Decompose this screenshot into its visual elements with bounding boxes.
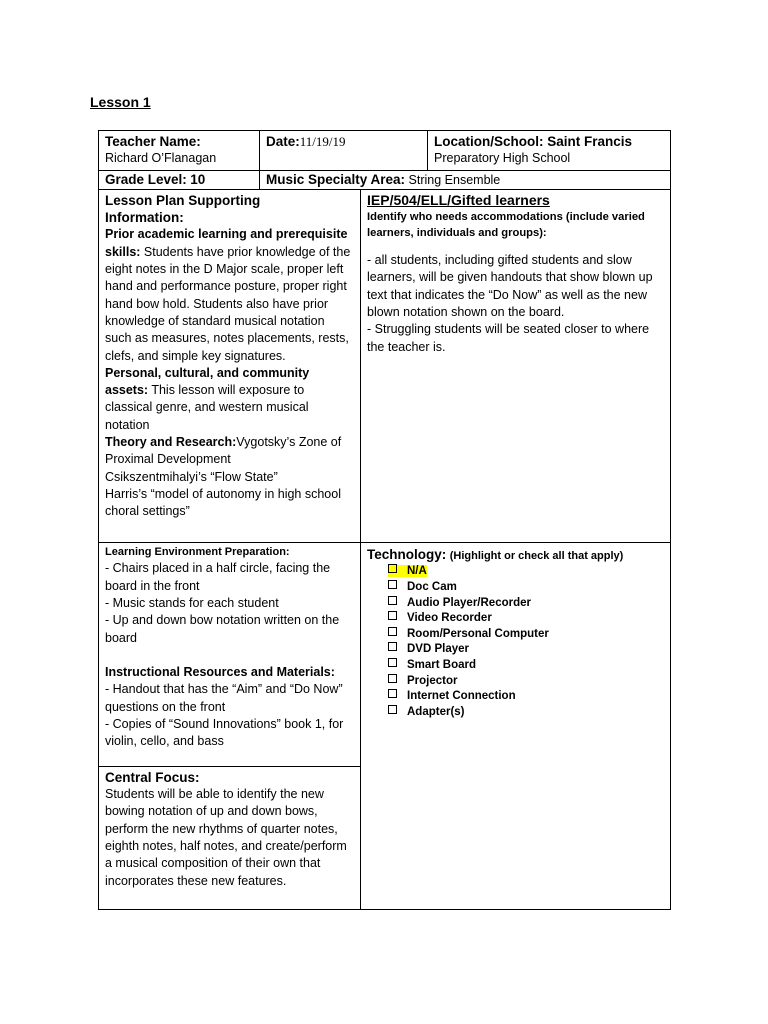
tech-item-audio-player[interactable]: Audio Player/Recorder [388,596,664,612]
personal-assets [105,365,354,434]
teacher-label: Teacher Name: [105,134,201,149]
grade-cell [99,170,260,189]
checkbox-icon[interactable] [388,705,397,714]
teacher-value: Richard O’Flanagan [105,151,217,166]
tech-item-internet[interactable]: Internet Connection [388,689,664,705]
prior-learning [105,226,354,364]
checkbox-icon[interactable] [388,564,397,573]
checkbox-icon[interactable] [388,642,397,651]
location-label: Location/School: Saint Francis [434,134,633,149]
theory-text-1: Vygotsky’s Zone of Proximal Development [105,435,342,467]
iep-subtitle: Identify who needs accommodations (include varied learners, individuals and groups): [367,211,645,240]
iep-title: IEP/504/ELL/Gifted learners [367,191,550,208]
lesson-plan-table [98,130,671,910]
tech-item-na[interactable]: N/A [388,564,664,580]
environment-item-2: - Music stands for each student [105,596,279,611]
resources-title: Instructional Resources and Materials: [105,664,335,679]
iep-item-1: - all students, including gifted students and slow learners, will be given handouts that show blown up text that indicates the “Do Now” as well as the new blown notation shown on the board. [367,253,653,320]
technology-title: Technology: [367,546,447,562]
theory-label: Theory and Research: [105,435,237,450]
checkbox-icon[interactable] [388,611,397,620]
environment-item-1: - Chairs placed in a half circle, facing the board in the front [105,561,331,593]
resources-item-2: - Copies of “Sound Innovations” book 1, for violin, cello, and bass [105,716,344,749]
central-focus-cell [99,766,361,909]
checkbox-icon[interactable] [388,627,397,636]
personal-assets-label: Personal, cultural, and community assets: [105,365,310,398]
specialty-cell [260,170,671,189]
checkbox-icon[interactable] [388,596,397,605]
page-title: Lesson 1 [90,94,151,110]
technology-note: (Highlight or check all that apply) [449,549,624,562]
prior-learning-label: Prior academic learning and prerequisite skills: [105,227,348,259]
teacher-cell [99,131,260,171]
technology-checklist [367,564,664,720]
tech-item-computer[interactable]: Room/Personal Computer [388,627,664,643]
tech-item-video-recorder[interactable]: Video Recorder [388,611,664,627]
personal-assets-text: This lesson will exposure to classical genre, and western musical notation [105,383,309,432]
theory-research [105,434,354,520]
resources-item-1: - Handout that has the “Aim” and “Do Now” questions on the front [105,682,343,714]
tech-item-dvd-player[interactable]: DVD Player [388,642,664,658]
tech-item-adapters[interactable]: Adapter(s) [388,705,664,721]
technology-cell [361,542,671,909]
grade-label: Grade Level: [105,171,187,187]
theory-text-3: Harris’s “model of autonomy in high school choral settings” [105,486,341,519]
checkbox-icon[interactable] [388,674,397,683]
tech-item-smart-board[interactable]: Smart Board [388,658,664,674]
date-value: 11/19/19 [299,134,346,149]
environment-title: Learning Environment Preparation: [105,545,290,558]
checkbox-icon[interactable] [388,689,397,698]
environment-cell [99,542,361,766]
supporting-info-cell [99,189,361,542]
supporting-title-2: Information: [105,210,184,226]
prior-learning-text: Students have prior knowledge of the eight notes in the D Major scale, proper left hand and performance posture, proper right hand bow hold. Students also have prior knowledge of standard musical notation such as measures, notes placements, rests, clefs, and simple key signatures. [105,244,351,363]
checkbox-icon[interactable] [388,580,397,589]
central-focus-text: Students will be able to identify the new bowing notation of up and down bows, perform the new rhythms of quarter notes, eighth notes, half notes, and create/perform a musical composition of their own that incorporates these new features. [105,787,347,888]
grade-value: 10 [190,171,206,187]
iep-item-2: - Struggling students will be seated closer to where the teacher is. [367,322,650,354]
checkbox-icon[interactable] [388,658,397,667]
specialty-label: Music Specialty Area: [266,171,406,187]
tech-item-projector[interactable]: Projector [388,674,664,690]
central-focus-title: Central Focus: [105,769,200,785]
specialty-value: String Ensemble [408,172,501,187]
date-label: Date: [266,134,300,149]
location-value: Preparatory High School [434,151,571,166]
supporting-title-1: Lesson Plan Supporting [105,192,261,208]
tech-item-doc-cam[interactable]: Doc Cam [388,580,664,596]
environment-item-3: - Up and down bow notation written on the board [105,613,340,645]
theory-text-2: Csikszentmihalyi’s “Flow State” [105,469,278,484]
date-cell [260,131,428,171]
iep-cell [361,189,671,542]
location-cell [428,131,671,171]
